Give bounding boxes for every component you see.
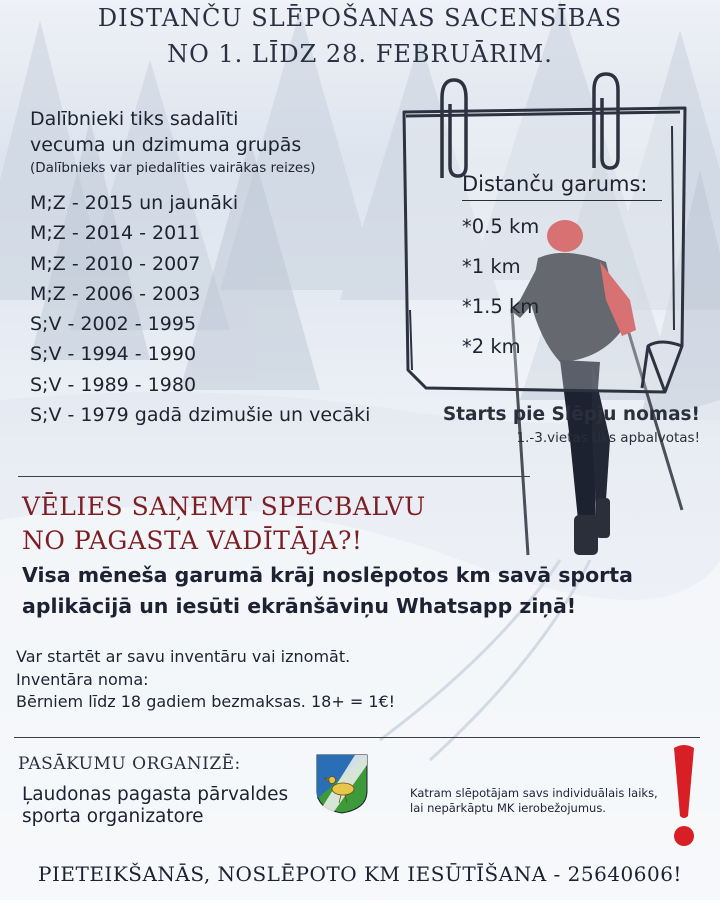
parish-emblem [315,753,369,815]
organizer-name-line-2: sporta organizatore [22,806,204,827]
groups-note: (Dalībnieks var piedalīties vairākas reizes) [30,160,316,176]
awards-note: 1.-3.vietas tiks apbalvotas! [516,430,700,446]
prize-heading-line-2: NO PAGASTA VADĪTĀJA?! [22,526,363,555]
distance-item: *1 km [462,255,521,278]
covid-notice [410,786,658,816]
rental-line-1: Var startēt ar savu inventāru vai iznomāt. [16,647,351,666]
age-groups [30,106,400,430]
groups-intro-line-2: vecuma un dzimuma grupās [30,134,302,156]
prize-heading-line-1: VĒLIES SAŅEMT SPECBALVU [22,492,426,521]
title-line-2: NO 1. LĪDZ 28. FEBRUĀRIM. [167,40,553,68]
distance-item: *1.5 km [462,295,540,318]
start-location: Starts pie Slēpju nomas! [442,404,700,425]
divider [18,476,530,477]
rental-info [16,646,395,714]
prize-body [22,560,712,622]
rental-line-2: Inventāra noma: [16,669,149,689]
organizer-name [22,784,288,828]
prize-heading [22,490,426,558]
age-group-item: S;V - 2002 - 1995 [30,313,197,336]
organizer-label: PASĀKUMU ORGANIZĒ: [18,754,241,774]
distance-item: *2 km [462,335,521,358]
registration-footer: PIETEIKŠANĀS, NOSLĒPOTO KM IESŪTĪŠANA - 25640606! [38,862,682,886]
groups-intro-line-1: Dalībnieki tiks sadalīti [30,108,239,130]
distance-title: Distanču garums: [462,172,662,201]
age-group-item: S;V - 1979 gadā dzimušie un vecāki [30,404,371,427]
age-group-item: M;Z - 2010 - 2007 [30,252,201,275]
prize-body-line-2: aplikācijā un iesūti ekrānšāviņu Whatsapp ziņā! [22,594,577,618]
notice-line-1: Katram slēpotājam savs individuālais laiks, [410,786,658,800]
prize-body-line-1: Visa mēneša garumā krāj noslēpotos km savā sporta [22,563,633,587]
age-group-item: S;V - 1994 - 1990 [30,343,197,366]
age-group-item: M;Z - 2006 - 2003 [30,282,201,305]
distance-item: *0.5 km [462,215,540,238]
age-group-item: M;Z - 2015 un jaunāki [30,192,239,214]
age-group-item: M;Z - 2014 - 2011 [30,222,201,245]
notice-line-2: lai nepārkāptu MK ierobežojumus. [410,801,606,815]
exclamation-icon [666,742,702,852]
divider [14,737,700,738]
distance-list [462,207,672,367]
age-group-item: S;V - 1989 - 1980 [30,373,197,396]
title-line-1: DISTANČU SLĒPOŠANAS SACENSĪBAS [97,4,623,32]
rental-line-3: Bērniem līdz 18 gadiem bezmaksas. 18+ = 1€! [16,692,396,711]
distance-panel [462,172,672,367]
organizer-name-line-1: Ļaudonas pagasta pārvaldes [22,784,289,805]
age-group-list [30,188,400,430]
